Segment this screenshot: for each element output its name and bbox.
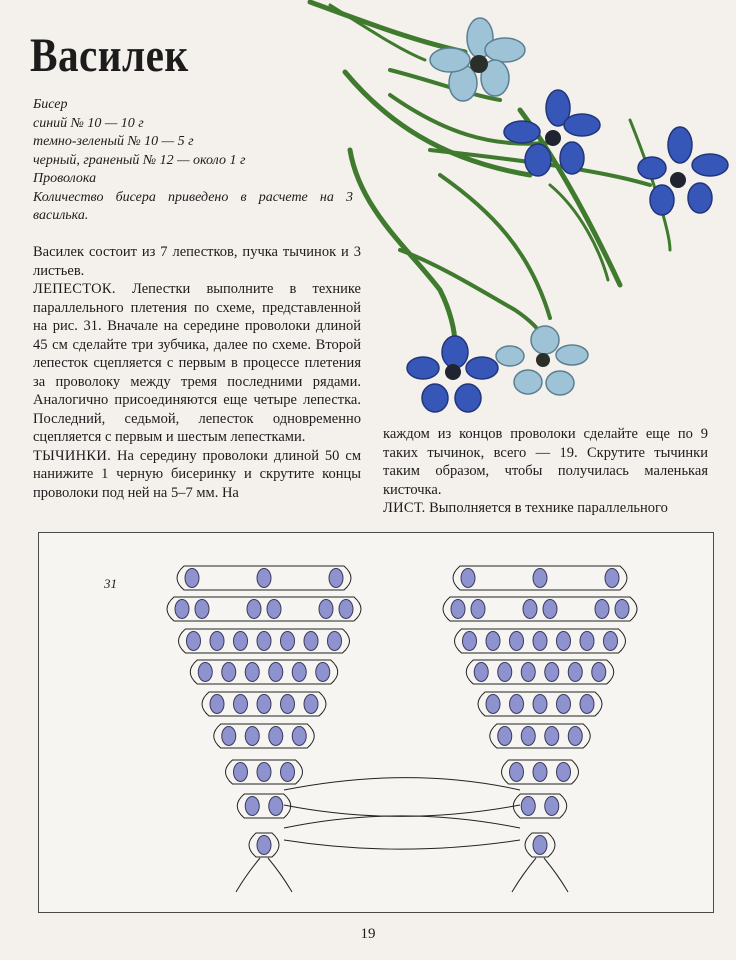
cornflower-photo [290,0,736,420]
materials-line: Бисер [33,97,68,112]
stamens-paragraph [33,447,361,503]
figure-label: 31 [104,576,117,591]
materials-line: темно-зеленый № 10 — 5 г [33,134,194,149]
leaf-paragraph [383,499,708,518]
page-title: Василек [30,29,189,82]
stamens-heading: ТЫЧИНКИ. [33,447,112,464]
materials-line: черный, граненый № 12 — около 1 г [33,152,246,168]
cornflower-blue-3 [407,336,498,412]
intro-paragraph: Василек состоит из 7 лепестков, пучка тычинок и 3 листьев. [33,244,361,279]
page-number: 19 [360,926,376,942]
cornflower-blue-1 [504,90,600,176]
cornflower-blue-2 [638,127,728,215]
petal-heading: ЛЕПЕСТОК. [33,281,116,297]
leaf-text: Выполняется в технике параллельного [429,500,668,516]
materials-note: Количество бисера приведено в расчете на 3 василька. [33,189,353,223]
cornflower-light-1 [430,18,525,101]
stamens-text: На середину проволоки длиной 50 см нанижите 1 черную бисеринку и скрутите концы проволоки под ней на 5–7 мм. На [33,447,362,501]
cornflower-light-2 [496,326,588,395]
stamens-continued: каждом из концов проволоки сделайте еще по 9 таких тычинок, всего — 19. Скрутите тычинки таким образом, чтобы получилась маленькая кисточка. [383,426,708,498]
materials-line: Проволока [33,171,97,186]
leaf-heading: ЛИСТ. [383,500,426,516]
materials-line: синий № 10 — 10 г [33,115,144,131]
right-column [383,425,708,518]
petal-text: Лепестки выполните в технике параллельного плетения по схеме, представленной на рис. 31. Вначале на середине проволоки длиной 45 см сделайте три зубчика, далее по схеме. Второй лепесток сцепляется с первым в процессе плетения за проволоку между тремя последними рядами. Аналогично присоединяются еще четыре лепестка. Последний, седьмой, лепесток одновременно сцепляется с первым и шестым лепестками. [33,281,361,445]
bead-diagram-frame [38,532,714,913]
